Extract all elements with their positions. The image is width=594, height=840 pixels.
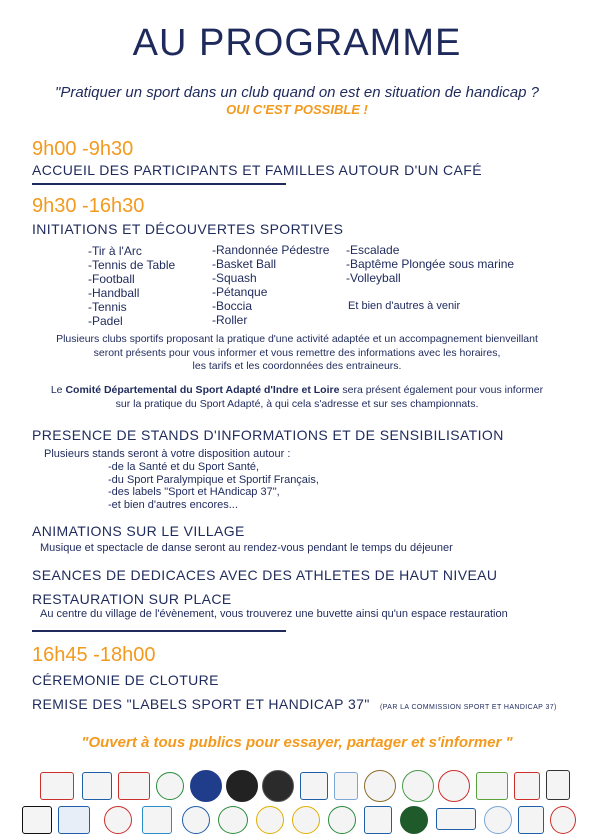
list-item: -Randonnée Pédestre xyxy=(212,243,330,257)
partner-logo xyxy=(438,770,470,802)
section-ceremonie: CÉREMONIE DE CLOTURE xyxy=(32,672,219,688)
village-text: Musique et spectacle de danse seront au rendez-vous pendant le temps du déjeuner xyxy=(40,542,453,554)
partner-logo xyxy=(476,772,508,800)
subtitle-emphasis: OUI C'EST POSSIBLE ! xyxy=(226,102,368,117)
section-stands: PRESENCE DE STANDS D'INFORMATIONS ET DE SENSIBILISATION xyxy=(32,427,504,443)
partner-logo xyxy=(514,772,540,800)
section-initiations: INITIATIONS ET DÉCOUVERTES SPORTIVES xyxy=(32,221,344,237)
partner-logo xyxy=(82,772,112,800)
section-restauration: RESTAURATION SUR PLACE xyxy=(32,591,232,607)
stands-intro: Plusieurs stands seront à votre disposition autour : xyxy=(44,448,291,460)
partner-logo xyxy=(300,772,328,800)
list-item: -Tir à l'Arc xyxy=(88,244,142,258)
list-item: -Football xyxy=(88,272,135,286)
list-item: -Handball xyxy=(88,286,140,300)
sports-list-col2 xyxy=(212,243,329,327)
time-slot-2: 9h30 -16h30 xyxy=(32,195,145,217)
partner-logo xyxy=(546,770,570,800)
list-item: -Pétanque xyxy=(212,285,268,299)
partner-logo xyxy=(156,772,184,800)
clubs-paragraph: Plusieurs clubs sportifs proposant la pratique d'une activité adaptée et un accompagnement bienveillant seront présents pour vous informer et vous remettre des informations avec les horaires, les tarifs et les coordonnées des entraineurs. xyxy=(56,333,538,372)
divider xyxy=(32,630,286,632)
partner-logo xyxy=(22,806,52,834)
section-labels: REMISE DES "LABELS SPORT ET HANDICAP 37" (PAR LA COMMISSION SPORT ET HANDICAP 37) xyxy=(32,696,557,712)
list-item: -des labels "Sport et HAndicap 37", xyxy=(108,486,280,498)
partner-logo xyxy=(58,806,90,834)
comite-name: Comité Départemental du Sport Adapté d'Indre et Loire xyxy=(65,384,340,396)
list-item: -Roller xyxy=(212,313,248,327)
partner-logo xyxy=(436,808,476,830)
section-dedicaces: SEANCES DE DEDICACES AVEC DES ATHLETES DE HAUT NIVEAU xyxy=(32,567,498,583)
stands-list xyxy=(108,461,319,511)
list-item: -Boccia xyxy=(212,299,253,313)
partner-logo xyxy=(104,806,132,834)
partner-logo xyxy=(364,770,396,802)
list-item: -Padel xyxy=(88,314,123,328)
divider xyxy=(32,183,286,185)
labels-note: (PAR LA COMMISSION SPORT ET HANDICAP 37) xyxy=(379,704,557,711)
time-slot-1: 9h00 -9h30 xyxy=(32,138,134,160)
list-item: -du Sport Paralympique et Sportif Français, xyxy=(108,473,319,486)
list-item: -et bien d'autres encores... xyxy=(108,498,238,511)
partner-logo xyxy=(118,772,150,800)
list-item: -Escalade xyxy=(346,243,400,257)
page-title: AU PROGRAMME xyxy=(132,22,462,64)
partner-logo xyxy=(226,770,258,802)
list-item: -Basket Ball xyxy=(212,257,277,271)
partner-logo xyxy=(190,770,222,802)
partner-logo xyxy=(402,770,434,802)
partner-logo xyxy=(142,806,172,834)
list-item: -Baptême Plongée sous marine xyxy=(346,257,515,271)
partner-logo xyxy=(182,806,210,834)
partner-logo xyxy=(518,806,544,834)
partner-logo xyxy=(292,806,320,834)
partner-logo xyxy=(328,806,356,834)
time-slot-3: 16h45 -18h00 xyxy=(32,644,156,666)
partner-logo xyxy=(550,806,576,834)
section-accueil: ACCUEIL DES PARTICIPANTS ET FAMILLES AUTOUR D'UN CAFÉ xyxy=(32,162,482,178)
partner-logo xyxy=(218,806,248,834)
partner-logo xyxy=(262,770,294,802)
partner-logo xyxy=(364,806,392,834)
list-item: -Squash xyxy=(212,271,257,285)
sports-list-col3 xyxy=(346,243,514,285)
restauration-text: Au centre du village de l'évènement, vous trouverez une buvette ainsi qu'un espace restauration xyxy=(40,608,508,620)
list-item: -Volleyball xyxy=(346,271,401,285)
more-sports-note: Et bien d'autres à venir xyxy=(348,300,461,312)
comite-paragraph: Le Comité Départemental du Sport Adapté d'Indre et Loire sera présent également pour vous informer sur la pratique du Sport Adapté, à qui cela s'adresse et sur ses championnats. xyxy=(50,384,544,410)
partner-logo xyxy=(400,806,428,834)
list-item: -Tennis xyxy=(88,300,127,314)
list-item: -de la Santé et du Sport Santé, xyxy=(108,461,260,473)
section-village: ANIMATIONS SUR LE VILLAGE xyxy=(32,523,245,539)
partner-logo xyxy=(484,806,512,834)
list-item: -Tennis de Table xyxy=(88,258,176,272)
partner-logos xyxy=(18,770,578,836)
sports-list-col1 xyxy=(88,244,175,328)
partner-logo xyxy=(334,772,358,800)
closing-quote: "Ouvert à tous publics pour essayer, partager et s'informer " xyxy=(81,734,513,751)
partner-logo xyxy=(40,772,74,800)
partner-logo xyxy=(256,806,284,834)
subtitle: "Pratiquer un sport dans un club quand on est en situation de handicap ? xyxy=(55,84,539,101)
